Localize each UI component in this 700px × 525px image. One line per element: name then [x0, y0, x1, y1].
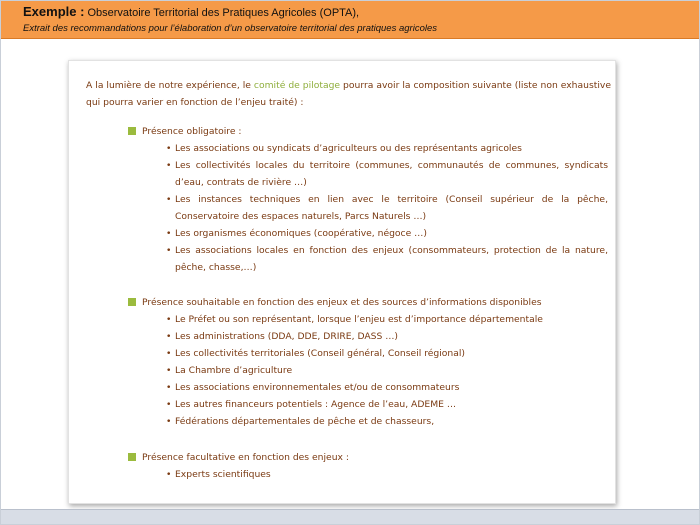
intro-text-before: A la lumière de notre expérience, le: [86, 80, 254, 91]
bullet-list: [128, 311, 608, 430]
bullet-icon: •: [166, 416, 172, 427]
header-title: [23, 5, 700, 20]
list-item-text: Les administrations (DDA, DDE, DRIRE, DASS …): [175, 331, 399, 342]
header-banner: [1, 1, 700, 39]
list-item-text: La Chambre d’agriculture: [175, 365, 293, 376]
section-facultative: [128, 449, 608, 483]
content-card: [68, 60, 616, 504]
list-item: [166, 311, 608, 328]
bullet-icon: •: [166, 160, 172, 171]
section-heading: [128, 449, 608, 466]
bullet-icon: •: [166, 245, 172, 256]
section-obligatoire: [128, 123, 608, 276]
bullet-icon: •: [166, 348, 172, 359]
list-item: [166, 191, 608, 225]
square-bullet-icon: [128, 298, 136, 306]
section-heading: [128, 123, 608, 140]
list-item-text: Les collectivités territoriales (Conseil général, Conseil régional): [175, 348, 466, 359]
list-item-text: Les associations ou syndicats d’agriculteurs ou des représentants agricoles: [175, 143, 522, 154]
list-item: [166, 328, 608, 345]
bullet-icon: •: [166, 382, 172, 393]
bullet-icon: •: [166, 331, 172, 342]
list-item-text: Les autres financeurs potentiels : Agence de l’eau, ADEME …: [175, 399, 457, 410]
list-item: [166, 413, 608, 430]
list-item-text: Les associations locales en fonction des enjeux (consommateurs, protection de la nature, pêche, chasse,…): [175, 245, 608, 273]
bullet-icon: •: [166, 365, 172, 376]
list-item-text: Les organismes économiques (coopérative, négoce …): [175, 228, 427, 239]
bullet-icon: •: [166, 228, 172, 239]
list-item-text: Fédérations départementales de pêche et de chasseurs,: [175, 416, 435, 427]
list-item: [166, 140, 608, 157]
section-heading-text: Présence facultative en fonction des enjeux :: [142, 452, 349, 463]
list-item-text: Les associations environnementales et/ou de consommateurs: [175, 382, 460, 393]
list-item-text: Experts scientifiques: [175, 469, 271, 480]
bottom-bar: [1, 509, 700, 524]
square-bullet-icon: [128, 127, 136, 135]
header-title-prefix: Exemple :: [23, 4, 85, 19]
section-heading-text: Présence souhaitable en fonction des enjeux et des sources d’informations disponibles: [142, 297, 542, 308]
list-item: [166, 379, 608, 396]
list-item: [166, 345, 608, 362]
bullet-list: [128, 466, 608, 483]
list-item: [166, 466, 608, 483]
bullet-icon: •: [166, 469, 172, 480]
list-item: [166, 242, 608, 276]
bullet-icon: •: [166, 314, 172, 325]
section-heading: [128, 294, 608, 311]
bullet-icon: •: [166, 399, 172, 410]
list-item: [166, 362, 608, 379]
bullet-icon: •: [166, 194, 172, 205]
header-title-rest: Observatoire Territorial des Pratiques Agricoles (OPTA),: [84, 7, 360, 19]
bullet-icon: •: [166, 143, 172, 154]
list-item: [166, 157, 608, 191]
bullet-list: [128, 140, 608, 276]
list-item: [166, 396, 608, 413]
section-heading-text: Présence obligatoire :: [142, 126, 242, 137]
list-item-text: Les collectivités locales du territoire (communes, communautés de communes, syndicats d’eau, contrats de rivière …): [175, 160, 608, 188]
list-item: [166, 225, 608, 242]
square-bullet-icon: [128, 453, 136, 461]
intro-paragraph: [86, 77, 611, 111]
section-souhaitable: [128, 294, 608, 430]
list-item-text: Les instances techniques en lien avec le territoire (Conseil supérieur de la pêche, Conservatoire des espaces naturels, Parcs Naturels …): [175, 194, 608, 222]
intro-text-after: pourra avoir la composition suivante (liste non exhaustive qui pourra varier en fonction de l’enjeu traité) :: [86, 80, 611, 108]
intro-highlight: comité de pilotage: [253, 80, 341, 91]
header-subtitle: Extrait des recommandations pour l’élaboration d’un observatoire territorial des pratiques agricoles: [23, 23, 437, 34]
list-item-text: Le Préfet ou son représentant, lorsque l’enjeu est d’importance départementale: [175, 314, 543, 325]
